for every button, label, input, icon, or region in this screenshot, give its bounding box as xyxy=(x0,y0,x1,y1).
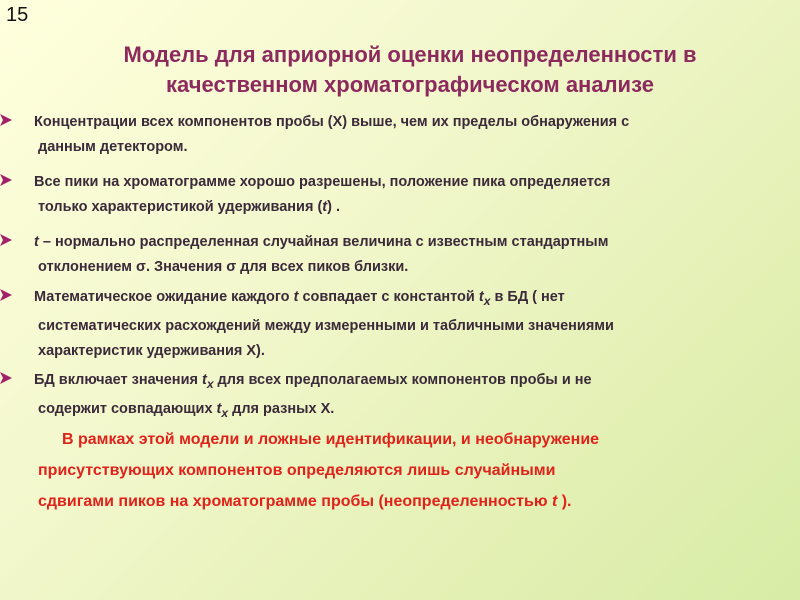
title-line-1: Модель для априорной оценки неопределенности в xyxy=(123,42,697,67)
bullet-4-line-3: характеристик удерживания X). xyxy=(38,342,265,359)
tx-symbol: $t_x$ xyxy=(216,400,229,420)
bullet-1-line-2: данным детектором. xyxy=(38,139,188,155)
bullet-item-3 xyxy=(0,230,790,280)
conclusion-paragraph xyxy=(38,424,778,517)
t-symbol: t xyxy=(34,234,39,250)
bullet-item-2 xyxy=(0,170,790,220)
bullet-4-line-1: Математическое ожидание каждого t совпадает с константой $t_x$ в БД ( нет xyxy=(34,289,565,308)
arrow-bullet-icon xyxy=(0,289,12,301)
bullet-item-1 xyxy=(0,110,790,160)
t-symbol: t xyxy=(293,289,299,305)
title-line-2: качественном хроматографическом анализе xyxy=(166,72,654,97)
bullet-3-line-1: t – нормально распределенная случайная величина с известным стандартным xyxy=(34,234,609,250)
bullet-item-4 xyxy=(0,285,790,364)
conclusion-line-1: В рамках этой модели и ложные идентификации, и необнаружение xyxy=(62,431,600,448)
arrow-bullet-icon xyxy=(0,234,12,246)
t-symbol: t xyxy=(551,493,558,510)
tx-symbol: $t_x$ xyxy=(201,372,214,391)
slide-number: 15 xyxy=(6,4,29,26)
arrow-bullet-icon xyxy=(0,372,12,384)
arrow-bullet-icon xyxy=(0,174,12,186)
bullet-item-5 xyxy=(0,368,790,426)
bullet-2-line-1: Все пики на хроматограмме хорошо разрешены, положение пика определяется xyxy=(34,174,611,190)
t-symbol: t xyxy=(322,199,328,215)
tx-symbol: $t_x$ xyxy=(478,289,491,308)
conclusion-line-3: сдвигами пиков на хроматограмме пробы (неопределенностью t ). xyxy=(38,493,572,510)
arrow-bullet-icon xyxy=(0,114,12,126)
bullet-5-line-1: БД включает значения $t_x$ для всех предполагаемых компонентов пробы и не xyxy=(34,372,592,391)
conclusion-line-2: присутствующих компонентов определяются лишь случайными xyxy=(38,462,556,479)
bullet-3-line-2: отклонением σ. Значения σ для всех пиков близки. xyxy=(38,259,409,275)
bullet-4-line-2: систематических расхождений между измеренными и табличными значениями xyxy=(38,317,614,334)
bullet-1-line-1: Концентрации всех компонентов пробы (X) выше, чем их пределы обнаружения с xyxy=(34,114,630,130)
bullet-5-line-2: содержит совпадающих $t_x$ для разных X. xyxy=(38,400,335,420)
slide-title xyxy=(40,40,780,100)
sigma-symbol: σ xyxy=(136,259,146,275)
bullet-2-line-2: только характеристикой удерживания (t) . xyxy=(38,199,341,215)
